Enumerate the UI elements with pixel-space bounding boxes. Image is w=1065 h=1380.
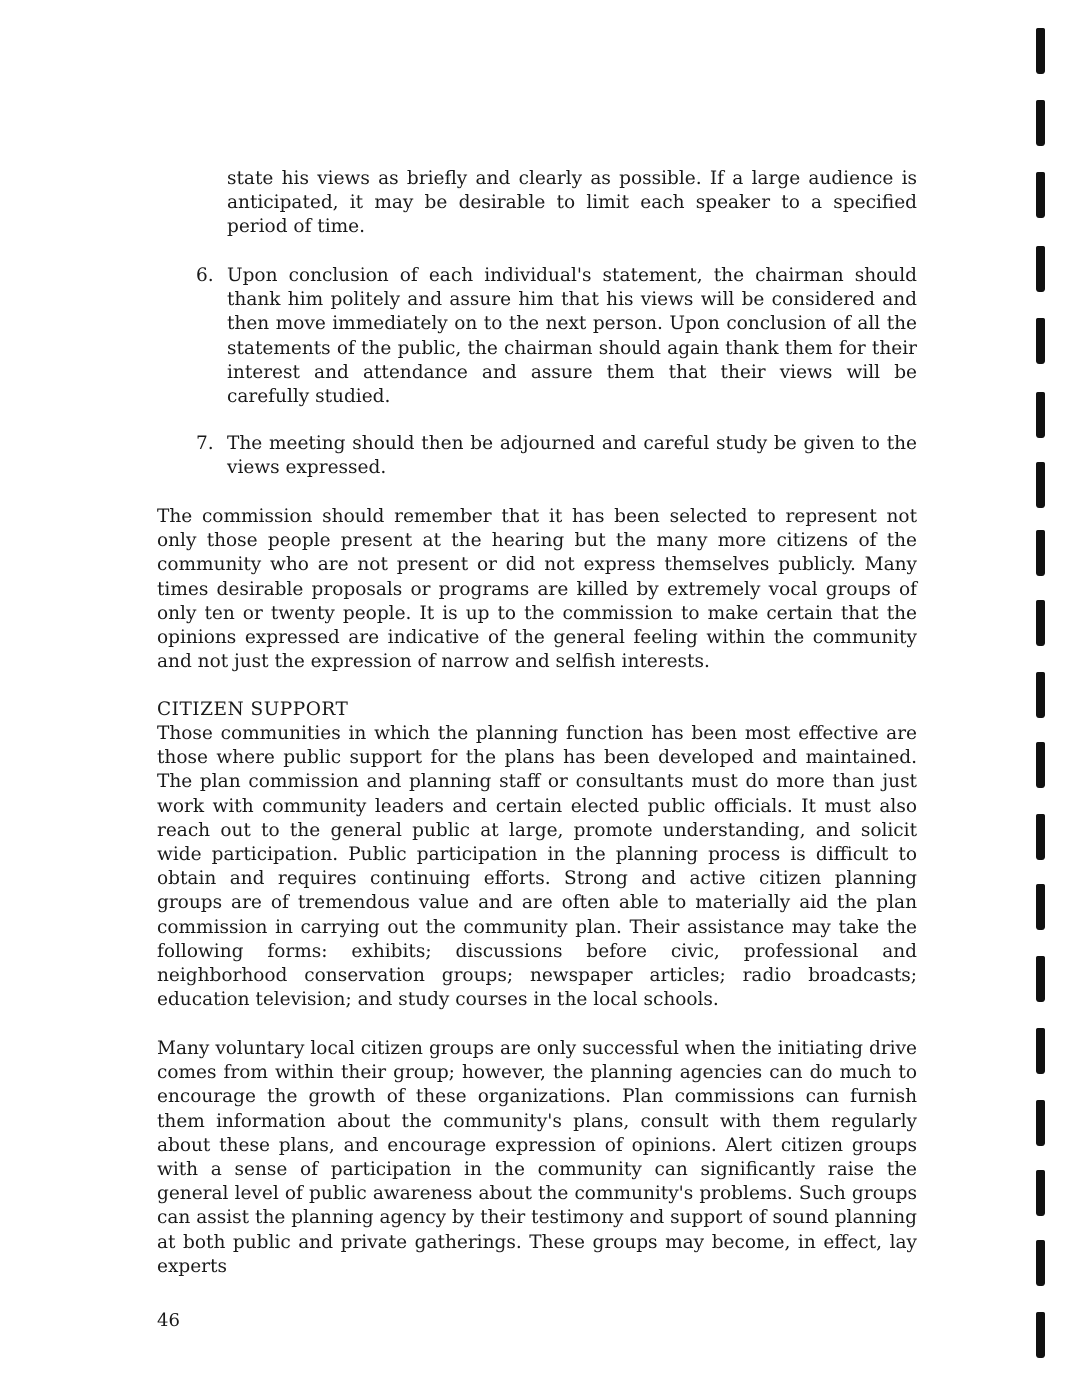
binding-mark [1036, 246, 1045, 292]
binding-mark [1036, 742, 1045, 788]
binding-mark [1036, 672, 1045, 718]
page-number: 46 [157, 1310, 180, 1331]
binding-mark [1036, 1240, 1045, 1286]
binding-mark [1036, 1100, 1045, 1146]
item-6-text: Upon conclusion of each individual's statement, the chairman should thank him politely and assure him that his views will be considered and then move immediately on to the next person. Upon conclusion of all the statements of the public, the chairman should again thank them for their interest and attendance and assure them that their views will be carefully studied. [227, 265, 917, 408]
binding-mark [1036, 1170, 1045, 1216]
paragraph-voluntary-groups: Many voluntary local citizen groups are only successful when the initiating drive comes from within their group; however, the planning agencies can do much to encourage the growth of these organizations. Plan commissions can furnish them information about the community's plans, consult with them regularly about these plans, and encourage expression of opinions. Alert citizen groups with a sense of participation in the community can significantly raise the general level of public awareness about the community's problems. Such groups can assist the planning agency by their testimony and support of sound planning at both public and private gatherings. These groups may become, in effect, lay experts [157, 1038, 917, 1277]
binding-mark [1036, 956, 1045, 1002]
section-heading: CITIZEN SUPPORT [157, 699, 349, 720]
item-7-text: The meeting should then be adjourned and careful study be given to the views expressed. [227, 433, 917, 479]
binding-mark [1036, 392, 1045, 438]
binding-mark [1036, 462, 1045, 508]
binding-mark [1036, 1312, 1045, 1358]
item-5-continuation: state his views as briefly and clearly as possible. If a large audience is anticipated, it may be desirable to limit each speaker to a specified period of time. [227, 168, 917, 238]
binding-marks [1036, 0, 1056, 1380]
binding-mark [1036, 530, 1045, 576]
item-7-number: 7. [196, 433, 214, 454]
binding-mark [1036, 100, 1045, 146]
binding-mark [1036, 814, 1045, 860]
paragraph-commission: The commission should remember that it has been selected to represent not only those people present at the hearing but the many more citizens of the community who are not present or did not express themselves publicly. Many times desirable proposals or programs are killed by extremely vocal groups of only ten or twenty people. It is up to the commission to make certain that the opinions expressed are indicative of the general feeling within the community and not just the expression of narrow and selfish interests. [157, 506, 917, 673]
binding-mark [1036, 172, 1045, 218]
paragraph-citizen-support: Those communities in which the planning function has been most effective are those where public support for the plans has been developed and maintained. The plan commission and planning staff or consultants must do more than just work with community leaders and certain elected public officials. It must also reach out to the general public at large, promote understanding, and solicit wide participation. Public participation in the planning process is difficult to obtain and requires continuing efforts. Strong and active citizen planning groups are of tremendous value and are often able to materially aid the plan commission in carrying out the community plan. Their assistance may take the following forms: exhibits; discussions before civic, professional and neighborhood conservation groups; newspaper articles; radio broadcasts; education television; and study courses in the local schools. [157, 723, 917, 1011]
item-6-number: 6. [196, 265, 214, 286]
binding-mark [1036, 318, 1045, 364]
binding-mark [1036, 1028, 1045, 1074]
binding-mark [1036, 28, 1045, 74]
binding-mark [1036, 884, 1045, 930]
binding-mark [1036, 600, 1045, 646]
